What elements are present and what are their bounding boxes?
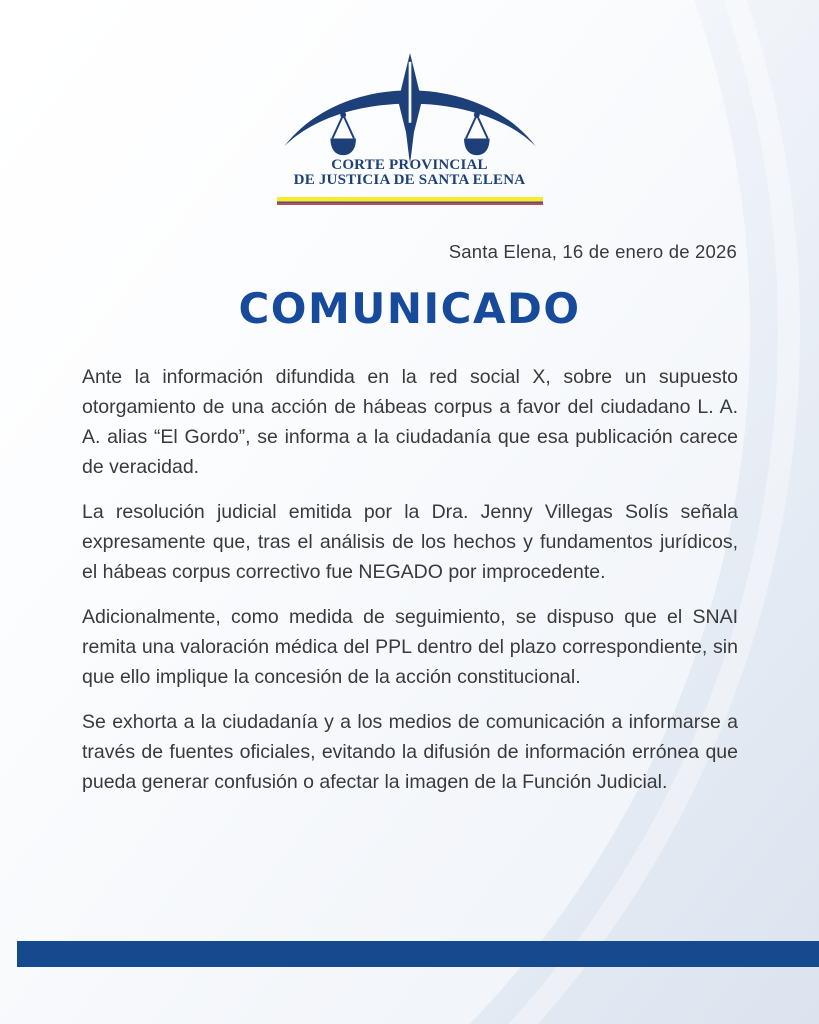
paragraph-1: Ante la información difundida en la red social X, sobre un supuesto otorgamiento de una acción de hábeas corpus a favor del ciudadano L. A. A. alias “El Gordo”, se informa a la ciudadanía que esa publicación carece de veracidad.: [82, 366, 738, 478]
paragraph-3: Adicionalmente, como medida de seguimiento, se dispuso que el SNAI remita una valoración médica del PPL dentro del plazo correspondiente, sin que ello implique la concesión de la acción constitucional.: [82, 606, 738, 688]
paragraph-4: Se exhorta a la ciudadanía y a los medios de comunicación a informarse a través de fuentes oficiales, evitando la difusión de información errónea que pueda generar confusión o afectar la imagen de la Función Judicial.: [82, 711, 738, 793]
court-logo-block: [0, 52, 819, 205]
communique-title: COMUNICADO: [238, 284, 581, 333]
paragraph-2: La resolución judicial emitida por la Dra. Jenny Villegas Solís señala expresamente que, tras el análisis de los hechos y fundamentos jurídicos, el hábeas corpus correctivo fue NEGADO por improcedente.: [82, 501, 738, 583]
org-name-line1: CORTE PROVINCIAL: [331, 157, 488, 173]
footer-bar: [17, 941, 819, 967]
org-name-line2: DE JUSTICIA DE SANTA ELENA: [293, 171, 526, 188]
communique-body: [82, 362, 738, 797]
justice-sword-scales-icon: [281, 52, 539, 164]
dateline: Santa Elena, 16 de enero de 2026: [448, 241, 737, 262]
ecuador-flag-divider: [277, 197, 543, 205]
